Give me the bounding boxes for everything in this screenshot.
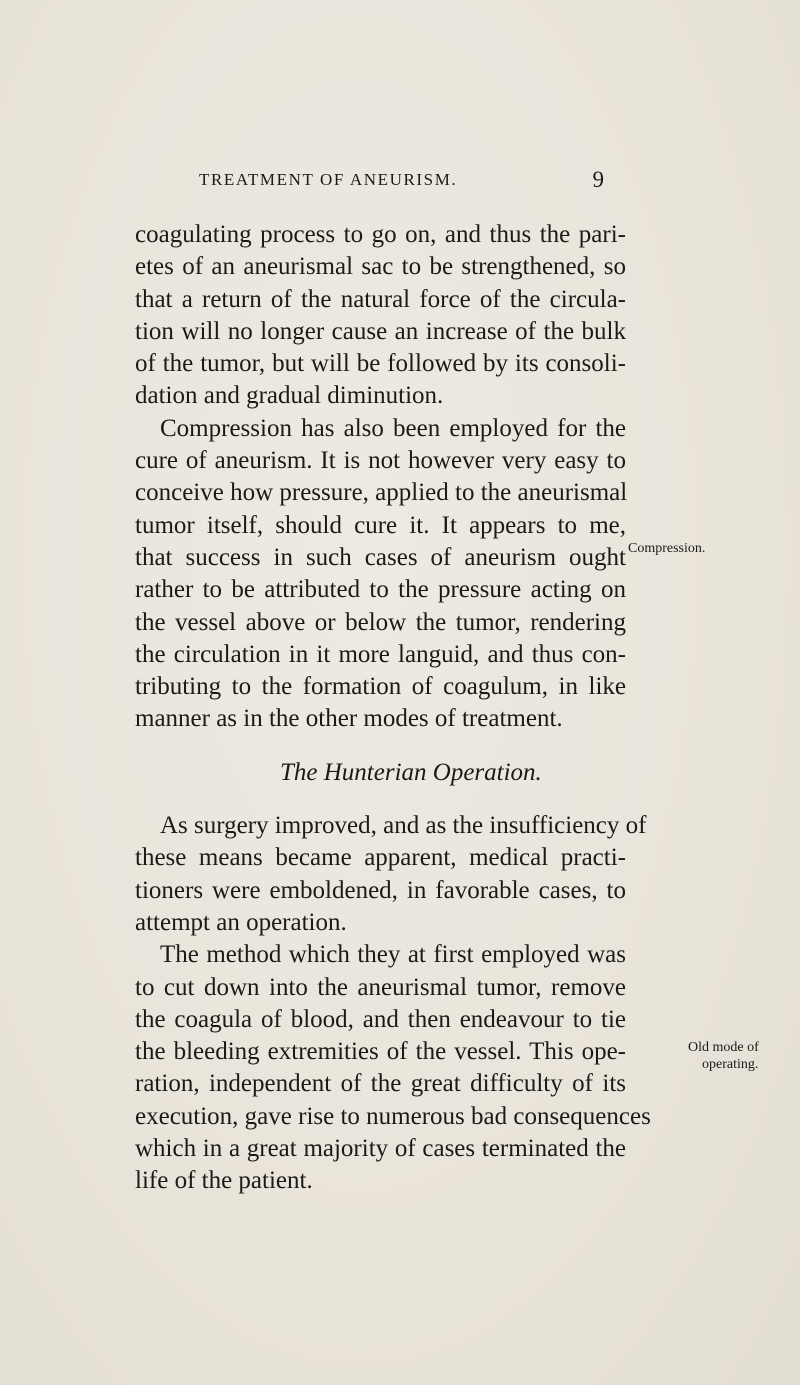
text-line: life of the patient. — [135, 1167, 313, 1195]
text-line: tumor itself, should cure it. It appears to me, — [135, 511, 626, 539]
page-number: 9 — [592, 167, 604, 192]
paragraph-surgery — [135, 810, 647, 939]
text-line: attempt an operation. — [135, 908, 347, 936]
text-line: execution, gave rise to numerous bad consequences — [135, 1102, 651, 1130]
text-line: cure of aneurism. It is not however very easy to — [135, 447, 626, 475]
text-line: the circulation in it more languid, and thus con- — [135, 640, 626, 668]
text-line: tion will no longer cause an increase of the bulk — [135, 317, 626, 345]
text-line: conceive how pressure, applied to the aneurismal — [135, 479, 628, 507]
margin-note-old-mode: Old mode of — [688, 1040, 759, 1055]
margin-note-compression: Compression. — [628, 541, 706, 556]
text-line: of the tumor, but will be followed by its consoli- — [135, 350, 626, 378]
section-heading: The Hunterian Operation. — [280, 758, 542, 786]
text-line: that a return of the natural force of the circula- — [135, 285, 626, 313]
margin-note-operating: operating. — [702, 1057, 759, 1072]
text-line: The method which they at first employed was — [160, 941, 626, 969]
body-text — [135, 219, 651, 1198]
paragraph-continuation — [135, 219, 626, 413]
paragraph-compression — [135, 413, 626, 736]
text-line: the coagula of blood, and then endeavour to tie — [135, 1005, 626, 1033]
text-line: coagulating process to go on, and thus the pari- — [135, 221, 626, 248]
text-line: etes of an aneurismal sac to be strengthened, so — [135, 253, 626, 281]
text-line: that success in such cases of aneurism ought — [135, 543, 626, 571]
text-line: these means became apparent, medical practi- — [135, 844, 626, 872]
text-line: As surgery improved, and as the insufficiency of — [160, 812, 647, 840]
text-line: Compression has also been employed for the — [160, 414, 626, 442]
text-line: the vessel above or below the tumor, rendering — [135, 608, 626, 636]
text-line: to cut down into the aneurismal tumor, remove — [135, 973, 626, 1001]
paragraph-old-method — [135, 939, 651, 1197]
text-line: the bleeding extremities of the vessel. This ope- — [135, 1038, 626, 1066]
text-line: tioners were emboldened, in favorable cases, to — [135, 876, 626, 904]
text-line: rather to be attributed to the pressure acting on — [135, 576, 626, 604]
text-line: tributing to the formation of coagulum, in like — [135, 673, 626, 701]
running-head-title: TREATMENT OF ANEURISM. — [199, 170, 458, 189]
text-line: dation and gradual diminution. — [135, 382, 444, 410]
text-line: manner as in the other modes of treatment. — [135, 705, 563, 733]
text-line: which in a great majority of cases terminated the — [135, 1135, 626, 1163]
text-line: ration, independent of the great difficulty of its — [135, 1070, 626, 1098]
